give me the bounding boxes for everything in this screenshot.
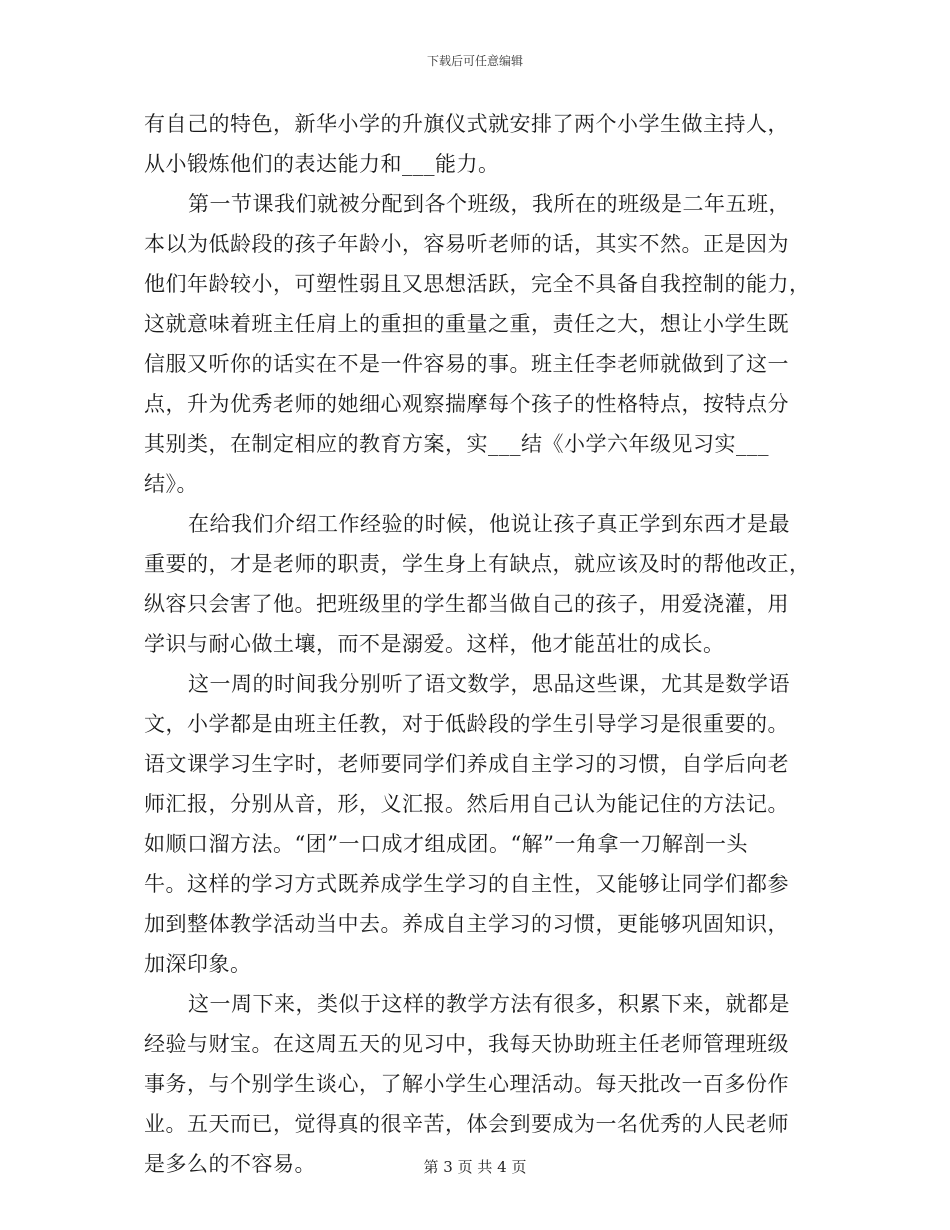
text-line: 信服又听你的话实在不是一件容易的事。班主任李老师就做到了这一 (144, 352, 789, 376)
text-line: 有自己的特色，新华小学的升旗仪式就安排了两个小学生做主持人， (144, 112, 789, 136)
text-line: 这一周下来，类似于这样的教学方法有很多，积累下来，就都是 (188, 992, 790, 1016)
text-line: 加到整体教学活动当中去。养成自主学习的习惯，更能够巩固知识， (144, 912, 789, 936)
text-line: 如顺口溜方法。“团”一口成才组成团。“解”一角拿一刀解剖一头 (144, 832, 748, 856)
text-line: 在给我们介绍工作经验的时候，他说让孩子真正学到东西才是最 (188, 512, 790, 536)
text-line: 学识与耐心做土壤，而不是溺爱。这样，他才能茁壮的成长。 (144, 632, 725, 656)
page-header: 下载后可任意编辑 (426, 54, 523, 68)
text-line: 他们年龄较小，可塑性弱且又思想活跃，完全不具备自我控制的能力， (144, 272, 811, 296)
text-line: 语文课学习生字时，老师要同学们养成自主学习的习惯，自学后向老 (144, 752, 789, 776)
text-line: 纵容只会害了他。把班级里的学生都当做自己的孩子，用爱浇灌，用 (144, 592, 789, 616)
text-line: 从小锻炼他们的表达能力和___能力。 (144, 152, 500, 176)
text-line: 结》。 (144, 472, 198, 496)
text-line: 这一周的时间我分别听了语文数学，思品这些课，尤其是数学语 (188, 672, 790, 696)
text-line: 点，升为优秀老师的她细心观察揣摩每个孩子的性格特点，按特点分 (144, 392, 789, 416)
text-line: 重要的，才是老师的职责，学生身上有缺点，就应该及时的帮他改正， (144, 552, 811, 576)
text-line: 这就意味着班主任肩上的重担的重量之重，责任之大，想让小学生既 (144, 312, 789, 336)
text-line: 加深印象。 (144, 952, 252, 976)
text-line: 牛。这样的学习方式既养成学生学习的自主性，又能够让同学们都参 (144, 872, 789, 896)
page-number: 第 3 页 共 4 页 (423, 1158, 527, 1176)
text-line: 文，小学都是由班主任教，对于低龄段的学生引导学习是很重要的。 (144, 712, 789, 736)
text-line: 是多么的不容易。 (144, 1152, 316, 1176)
text-line: 事务，与个别学生谈心，了解小学生心理活动。每天批改一百多份作 (144, 1072, 789, 1096)
text-line: 本以为低龄段的孩子年龄小，容易听老师的话，其实不然。正是因为 (144, 232, 789, 256)
text-line: 业。五天而已，觉得真的很辛苦，体会到要成为一名优秀的人民老师 (144, 1112, 789, 1136)
text-line: 第一节课我们就被分配到各个班级，我所在的班级是二年五班， (188, 192, 790, 216)
document-body (144, 104, 811, 1184)
text-line: 其别类，在制定相应的教育方案，实___结《小学六年级见习实___ (144, 432, 769, 456)
text-line: 经验与财宝。在这周五天的见习中，我每天协助班主任老师管理班级 (144, 1032, 789, 1056)
text-line: 师汇报，分别从音，形，义汇报。然后用自己认为能记住的方法记。 (144, 792, 789, 816)
